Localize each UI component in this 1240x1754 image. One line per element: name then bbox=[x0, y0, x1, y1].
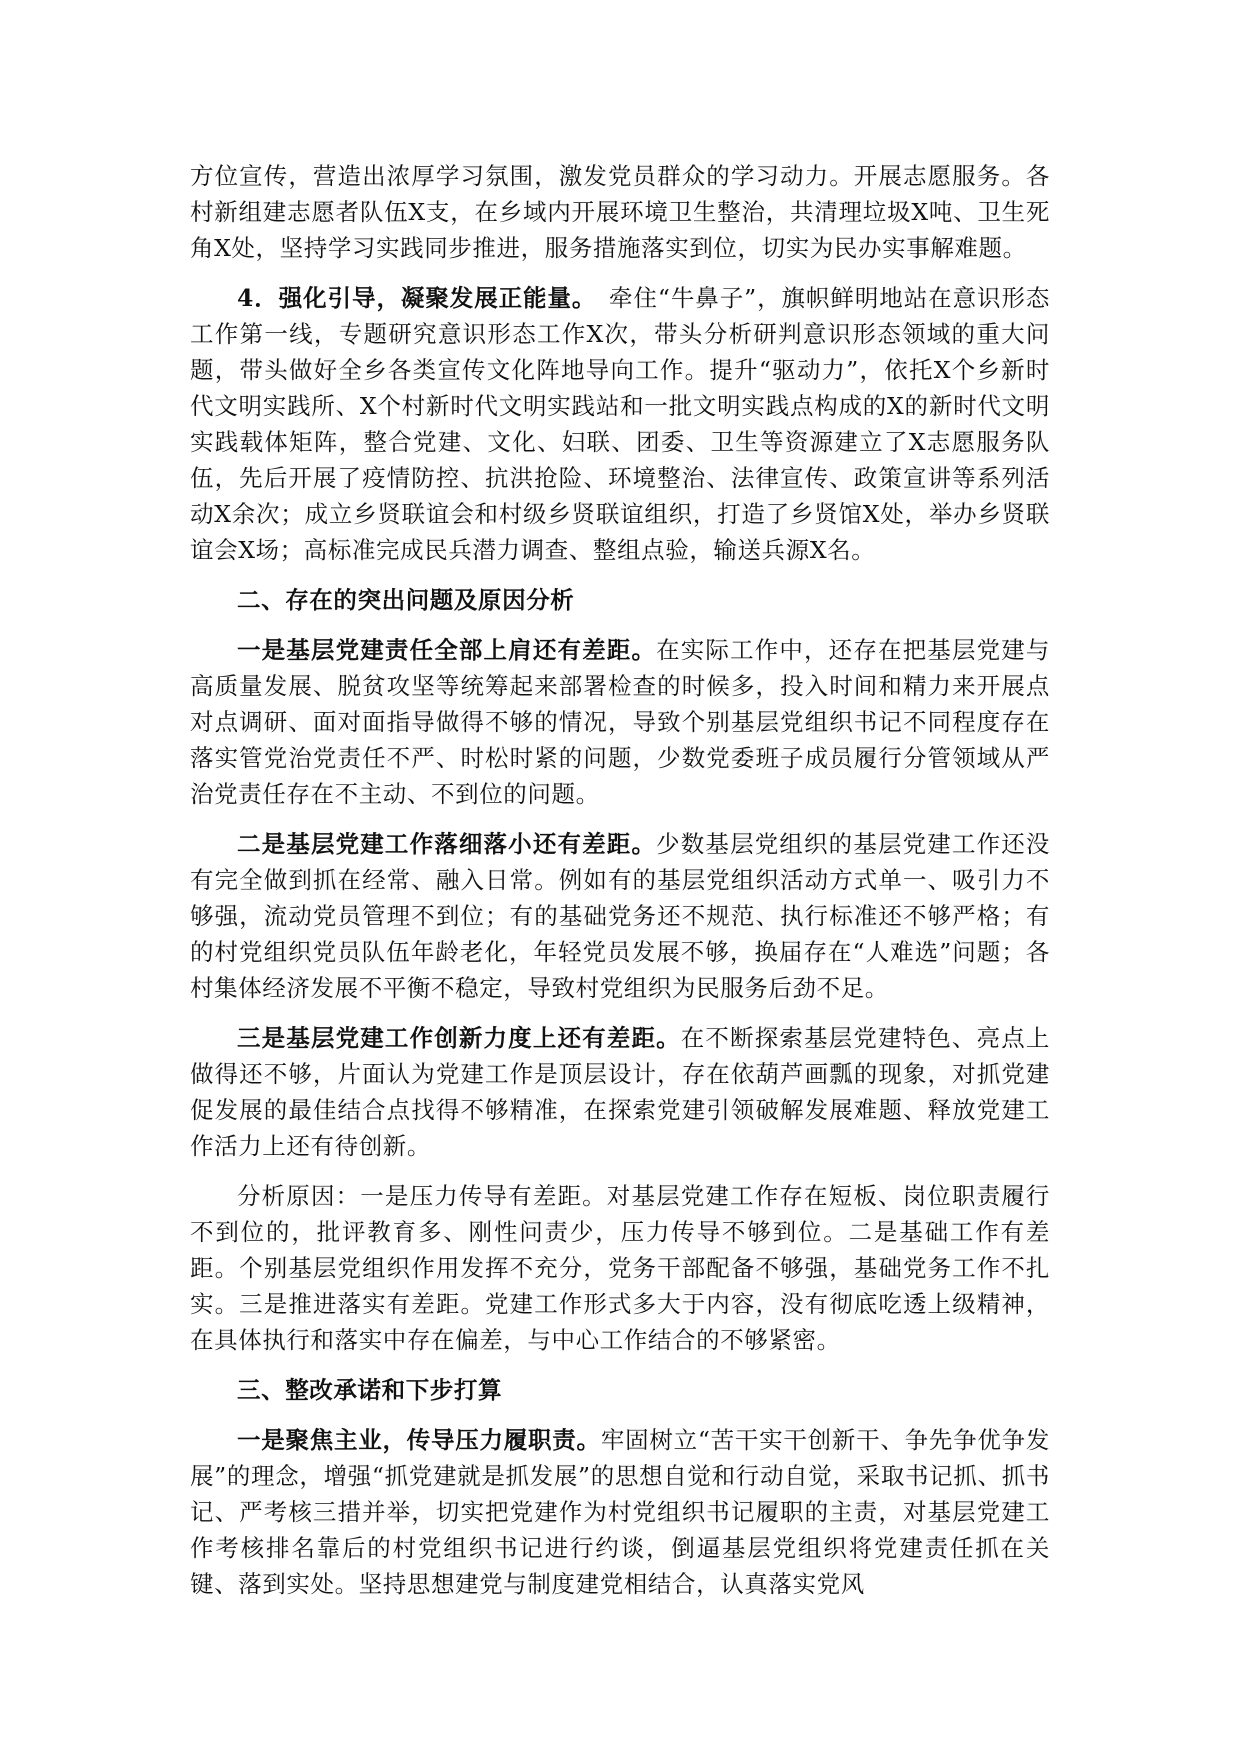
paragraph-text: 牢固树立“苦干实干创新干、争先争优争发展”的理念，增强“抓党建就是抓发展”的思想自觉和行动自觉，采取书记抓、抓书记、严考核三措并举，切实把党建作为村党组织书记履职的主责，对基层党建工作考核排名靠后的村党组织书记进行约谈，倒逼基层党组织将党建责任抓在关键、落到实处。坚持思想建党与制度建党相结合，认真落实党风 bbox=[190, 1426, 1050, 1598]
paragraph-lead: 二是基层党建工作落细落小还有差距。 bbox=[237, 830, 657, 858]
section-heading-rectification: 三、整改承诺和下步打算 bbox=[237, 1376, 503, 1404]
paragraph-volunteer-service bbox=[190, 158, 1050, 266]
document-page bbox=[190, 158, 1050, 1616]
paragraph-problem-2 bbox=[190, 826, 1050, 1006]
paragraph-problem-3 bbox=[190, 1020, 1050, 1164]
paragraph-cause-analysis bbox=[190, 1178, 1050, 1358]
paragraph-lead: 一是基层党建责任全部上肩还有差距。 bbox=[237, 636, 657, 664]
paragraph-lead: 4．强化引导，凝聚发展正能量。 bbox=[237, 284, 585, 312]
paragraph-lead: 一是聚焦主业，传导压力履职责。 bbox=[237, 1426, 601, 1454]
paragraph-guidance bbox=[190, 280, 1050, 568]
paragraph-problem-1 bbox=[190, 632, 1050, 812]
paragraph-lead: 三是基层党建工作创新力度上还有差距。 bbox=[237, 1024, 681, 1052]
paragraph-text: 方位宣传，营造出浓厚学习氛围，激发党员群众的学习动力。开展志愿服务。各村新组建志愿者队伍X支，在乡域内开展环境卫生整治，共清理垃圾X吨、卫生死角X处，坚持学习实践同步推进，服务措施落实到位，切实为民办实事解难题。 bbox=[190, 162, 1050, 262]
paragraph-text: 分析原因：一是压力传导有差距。对基层党建工作存在短板、岗位职责履行不到位的，批评教育多、刚性问责少，压力传导不够到位。二是基础工作有差距。个别基层党组织作用发挥不充分，党务干部配备不够强，基础党务工作不扎实。三是推进落实有差距。党建工作形式多大于内容，没有彻底吃透上级精神，在具体执行和落实中存在偏差，与中心工作结合的不够紧密。 bbox=[190, 1182, 1050, 1354]
paragraph-commitment-1 bbox=[190, 1422, 1050, 1602]
paragraph-text: 在实际工作中，还存在把基层党建与高质量发展、脱贫攻坚等统筹起来部署检查的时候多，投入时间和精力来开展点对点调研、面对面指导做得不够的情况，导致个别基层党组织书记不同程度存在落实管党治党责任不严、时松时紧的问题，少数党委班子成员履行分管领域从严治党责任存在不主动、不到位的问题。 bbox=[190, 636, 1050, 808]
paragraph-text: 少数基层党组织的基层党建工作还没有完全做到抓在经常、融入日常。例如有的基层党组织活动方式单一、吸引力不够强，流动党员管理不到位；有的基础党务还不规范、执行标准还不够严格；有的村党组织党员队伍年龄老化，年轻党员发展不够，换届存在“人难选”问题；各村集体经济发展不平衡不稳定，导致村党组织为民服务后劲不足。 bbox=[190, 830, 1050, 1002]
paragraph-text: 在不断探索基层党建特色、亮点上做得还不够，片面认为党建工作是顶层设计，存在依葫芦画瓢的现象，对抓党建促发展的最佳结合点找得不够精准，在探索党建引领破解发展难题、释放党建工作活力上还有待创新。 bbox=[190, 1024, 1050, 1160]
section-heading-problems: 二、存在的突出问题及原因分析 bbox=[237, 586, 575, 614]
paragraph-text: 牵住“牛鼻子”，旗帜鲜明地站在意识形态工作第一线，专题研究意识形态工作X次，带头分析研判意识形态领域的重大问题，带头做好全乡各类宣传文化阵地导向工作。提升“驱动力”，依托X个乡新时代文明实践所、X个村新时代文明实践站和一批文明实践点构成的X的新时代文明实践载体矩阵，整合党建、文化、妇联、团委、卫生等资源建立了X志愿服务队伍，先后开展了疫情防控、抗洪抢险、环境整治、法律宣传、政策宣讲等系列活动X余次；成立乡贤联谊会和村级乡贤联谊组织，打造了乡贤馆X处，举办乡贤联谊会X场；高标准完成民兵潜力调查、整组点验，输送兵源X名。 bbox=[190, 284, 1051, 564]
